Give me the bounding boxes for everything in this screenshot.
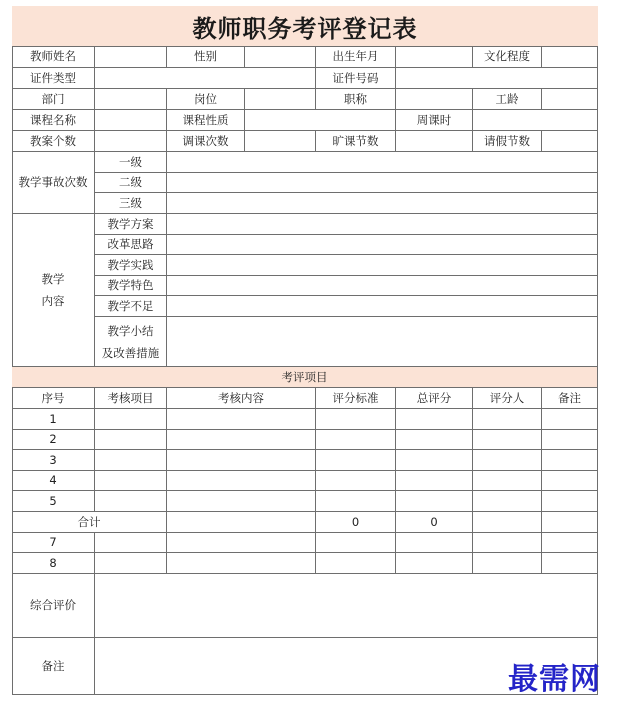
- label-gender: 性别: [167, 46, 245, 68]
- cell-content[interactable]: [167, 409, 316, 430]
- label-accident-count: 教学事故次数: [12, 152, 95, 214]
- input-seniority[interactable]: [542, 89, 598, 110]
- cell-standard[interactable]: [316, 533, 396, 553]
- cell-content[interactable]: [167, 491, 316, 512]
- cell-remark[interactable]: [542, 553, 598, 574]
- cell-total[interactable]: [396, 491, 473, 512]
- cell-item[interactable]: [95, 450, 167, 471]
- cell-item[interactable]: [95, 409, 167, 430]
- label-practice: 教学实践: [95, 255, 167, 276]
- input-title-rank[interactable]: [396, 89, 473, 110]
- cell-content[interactable]: [167, 533, 316, 553]
- label-sum: 合计: [12, 512, 167, 533]
- input-birth[interactable]: [396, 46, 473, 68]
- cell-standard[interactable]: [316, 409, 396, 430]
- input-shortage[interactable]: [167, 296, 598, 317]
- input-level2[interactable]: [167, 173, 598, 193]
- cell-sum-remark[interactable]: [542, 512, 598, 533]
- input-course-nature[interactable]: [245, 110, 396, 131]
- label-id-number: 证件号码: [316, 68, 396, 89]
- input-teacher-name[interactable]: [95, 46, 167, 68]
- cell-standard[interactable]: [316, 491, 396, 512]
- label-course-nature: 课程性质: [167, 110, 245, 131]
- cell-rater[interactable]: [473, 491, 542, 512]
- section-eval-items: 考评项目: [12, 367, 598, 388]
- label-level3: 三级: [95, 193, 167, 214]
- input-plan-count[interactable]: [95, 131, 167, 152]
- input-education[interactable]: [542, 46, 598, 68]
- label-id-type: 证件类型: [12, 68, 95, 89]
- header-rater: 评分人: [473, 388, 542, 409]
- cell-rater[interactable]: [473, 430, 542, 450]
- cell-standard[interactable]: [316, 430, 396, 450]
- form-title: 教师职务考评登记表: [12, 6, 598, 46]
- label-title-rank: 职称: [316, 89, 396, 110]
- input-id-number[interactable]: [396, 68, 598, 89]
- label-department: 部门: [12, 89, 95, 110]
- label-education: 文化程度: [473, 46, 542, 68]
- cell-content[interactable]: [167, 430, 316, 450]
- cell-remark[interactable]: [542, 409, 598, 430]
- cell-content[interactable]: [167, 450, 316, 471]
- cell-sum-standard: 0: [316, 512, 396, 533]
- label-remark-footer: 备注: [12, 638, 95, 695]
- input-feature[interactable]: [167, 276, 598, 296]
- cell-sum-content[interactable]: [167, 512, 316, 533]
- input-reform[interactable]: [167, 235, 598, 255]
- cell-item[interactable]: [95, 491, 167, 512]
- cell-item[interactable]: [95, 430, 167, 450]
- cell-total[interactable]: [396, 430, 473, 450]
- cell-total[interactable]: [396, 553, 473, 574]
- label-adjust-count: 调课次数: [167, 131, 245, 152]
- cell-sum-rater[interactable]: [473, 512, 542, 533]
- cell-remark[interactable]: [542, 450, 598, 471]
- cell-remark[interactable]: [542, 430, 598, 450]
- cell-standard[interactable]: [316, 450, 396, 471]
- cell-total[interactable]: [396, 533, 473, 553]
- cell-rater[interactable]: [473, 533, 542, 553]
- label-leave-count: 请假节数: [473, 131, 542, 152]
- cell-rater[interactable]: [473, 409, 542, 430]
- cell-total[interactable]: [396, 471, 473, 491]
- label-teacher-name: 教师姓名: [12, 46, 95, 68]
- label-plan-count: 教案个数: [12, 131, 95, 152]
- input-practice[interactable]: [167, 255, 598, 276]
- cell-seq: 5: [12, 491, 95, 512]
- input-weekly-hours[interactable]: [473, 110, 598, 131]
- label-absent-count: 旷课节数: [316, 131, 396, 152]
- input-post[interactable]: [245, 89, 316, 110]
- cell-item[interactable]: [95, 533, 167, 553]
- label-level2: 二级: [95, 173, 167, 193]
- label-shortage: 教学不足: [95, 296, 167, 317]
- label-post: 岗位: [167, 89, 245, 110]
- cell-total[interactable]: [396, 450, 473, 471]
- label-feature: 教学特色: [95, 276, 167, 296]
- cell-remark[interactable]: [542, 471, 598, 491]
- cell-sum-total: 0: [396, 512, 473, 533]
- label-summary: 教学小结 及改善措施: [95, 317, 167, 367]
- header-total-score: 总评分: [396, 388, 473, 409]
- label-level1: 一级: [95, 152, 167, 173]
- cell-content[interactable]: [167, 553, 316, 574]
- label-teaching-content: 教学 内容: [12, 214, 95, 367]
- header-standard: 评分标准: [316, 388, 396, 409]
- cell-standard[interactable]: [316, 471, 396, 491]
- cell-standard[interactable]: [316, 553, 396, 574]
- input-course-name[interactable]: [95, 110, 167, 131]
- input-adjust-count[interactable]: [245, 131, 316, 152]
- cell-seq: 2: [12, 430, 95, 450]
- cell-rater[interactable]: [473, 471, 542, 491]
- label-course-name: 课程名称: [12, 110, 95, 131]
- input-id-type[interactable]: [95, 68, 316, 89]
- cell-seq: 8: [12, 553, 95, 574]
- header-content: 考核内容: [167, 388, 316, 409]
- label-seniority: 工龄: [473, 89, 542, 110]
- cell-rater[interactable]: [473, 450, 542, 471]
- input-gender[interactable]: [245, 46, 316, 68]
- cell-seq: 3: [12, 450, 95, 471]
- cell-remark[interactable]: [542, 491, 598, 512]
- input-summary[interactable]: [167, 317, 598, 367]
- input-department[interactable]: [95, 89, 167, 110]
- header-seq: 序号: [12, 388, 95, 409]
- cell-remark[interactable]: [542, 533, 598, 553]
- label-overall: 综合评价: [12, 574, 95, 638]
- header-remark: 备注: [542, 388, 598, 409]
- cell-item[interactable]: [95, 471, 167, 491]
- input-overall[interactable]: [95, 574, 598, 638]
- cell-rater[interactable]: [473, 553, 542, 574]
- input-plan[interactable]: [167, 214, 598, 235]
- cell-content[interactable]: [167, 471, 316, 491]
- cell-total[interactable]: [396, 409, 473, 430]
- label-birth: 出生年月: [316, 46, 396, 68]
- input-level1[interactable]: [167, 152, 598, 173]
- cell-seq: 1: [12, 409, 95, 430]
- input-leave-count[interactable]: [542, 131, 598, 152]
- label-reform: 改革思路: [95, 235, 167, 255]
- label-weekly-hours: 周课时: [396, 110, 473, 131]
- watermark-logo: 最需网: [508, 662, 601, 697]
- header-item: 考核项目: [95, 388, 167, 409]
- label-plan: 教学方案: [95, 214, 167, 235]
- input-absent-count[interactable]: [396, 131, 473, 152]
- cell-item[interactable]: [95, 553, 167, 574]
- input-level3[interactable]: [167, 193, 598, 214]
- cell-seq: 4: [12, 471, 95, 491]
- cell-seq: 7: [12, 533, 95, 553]
